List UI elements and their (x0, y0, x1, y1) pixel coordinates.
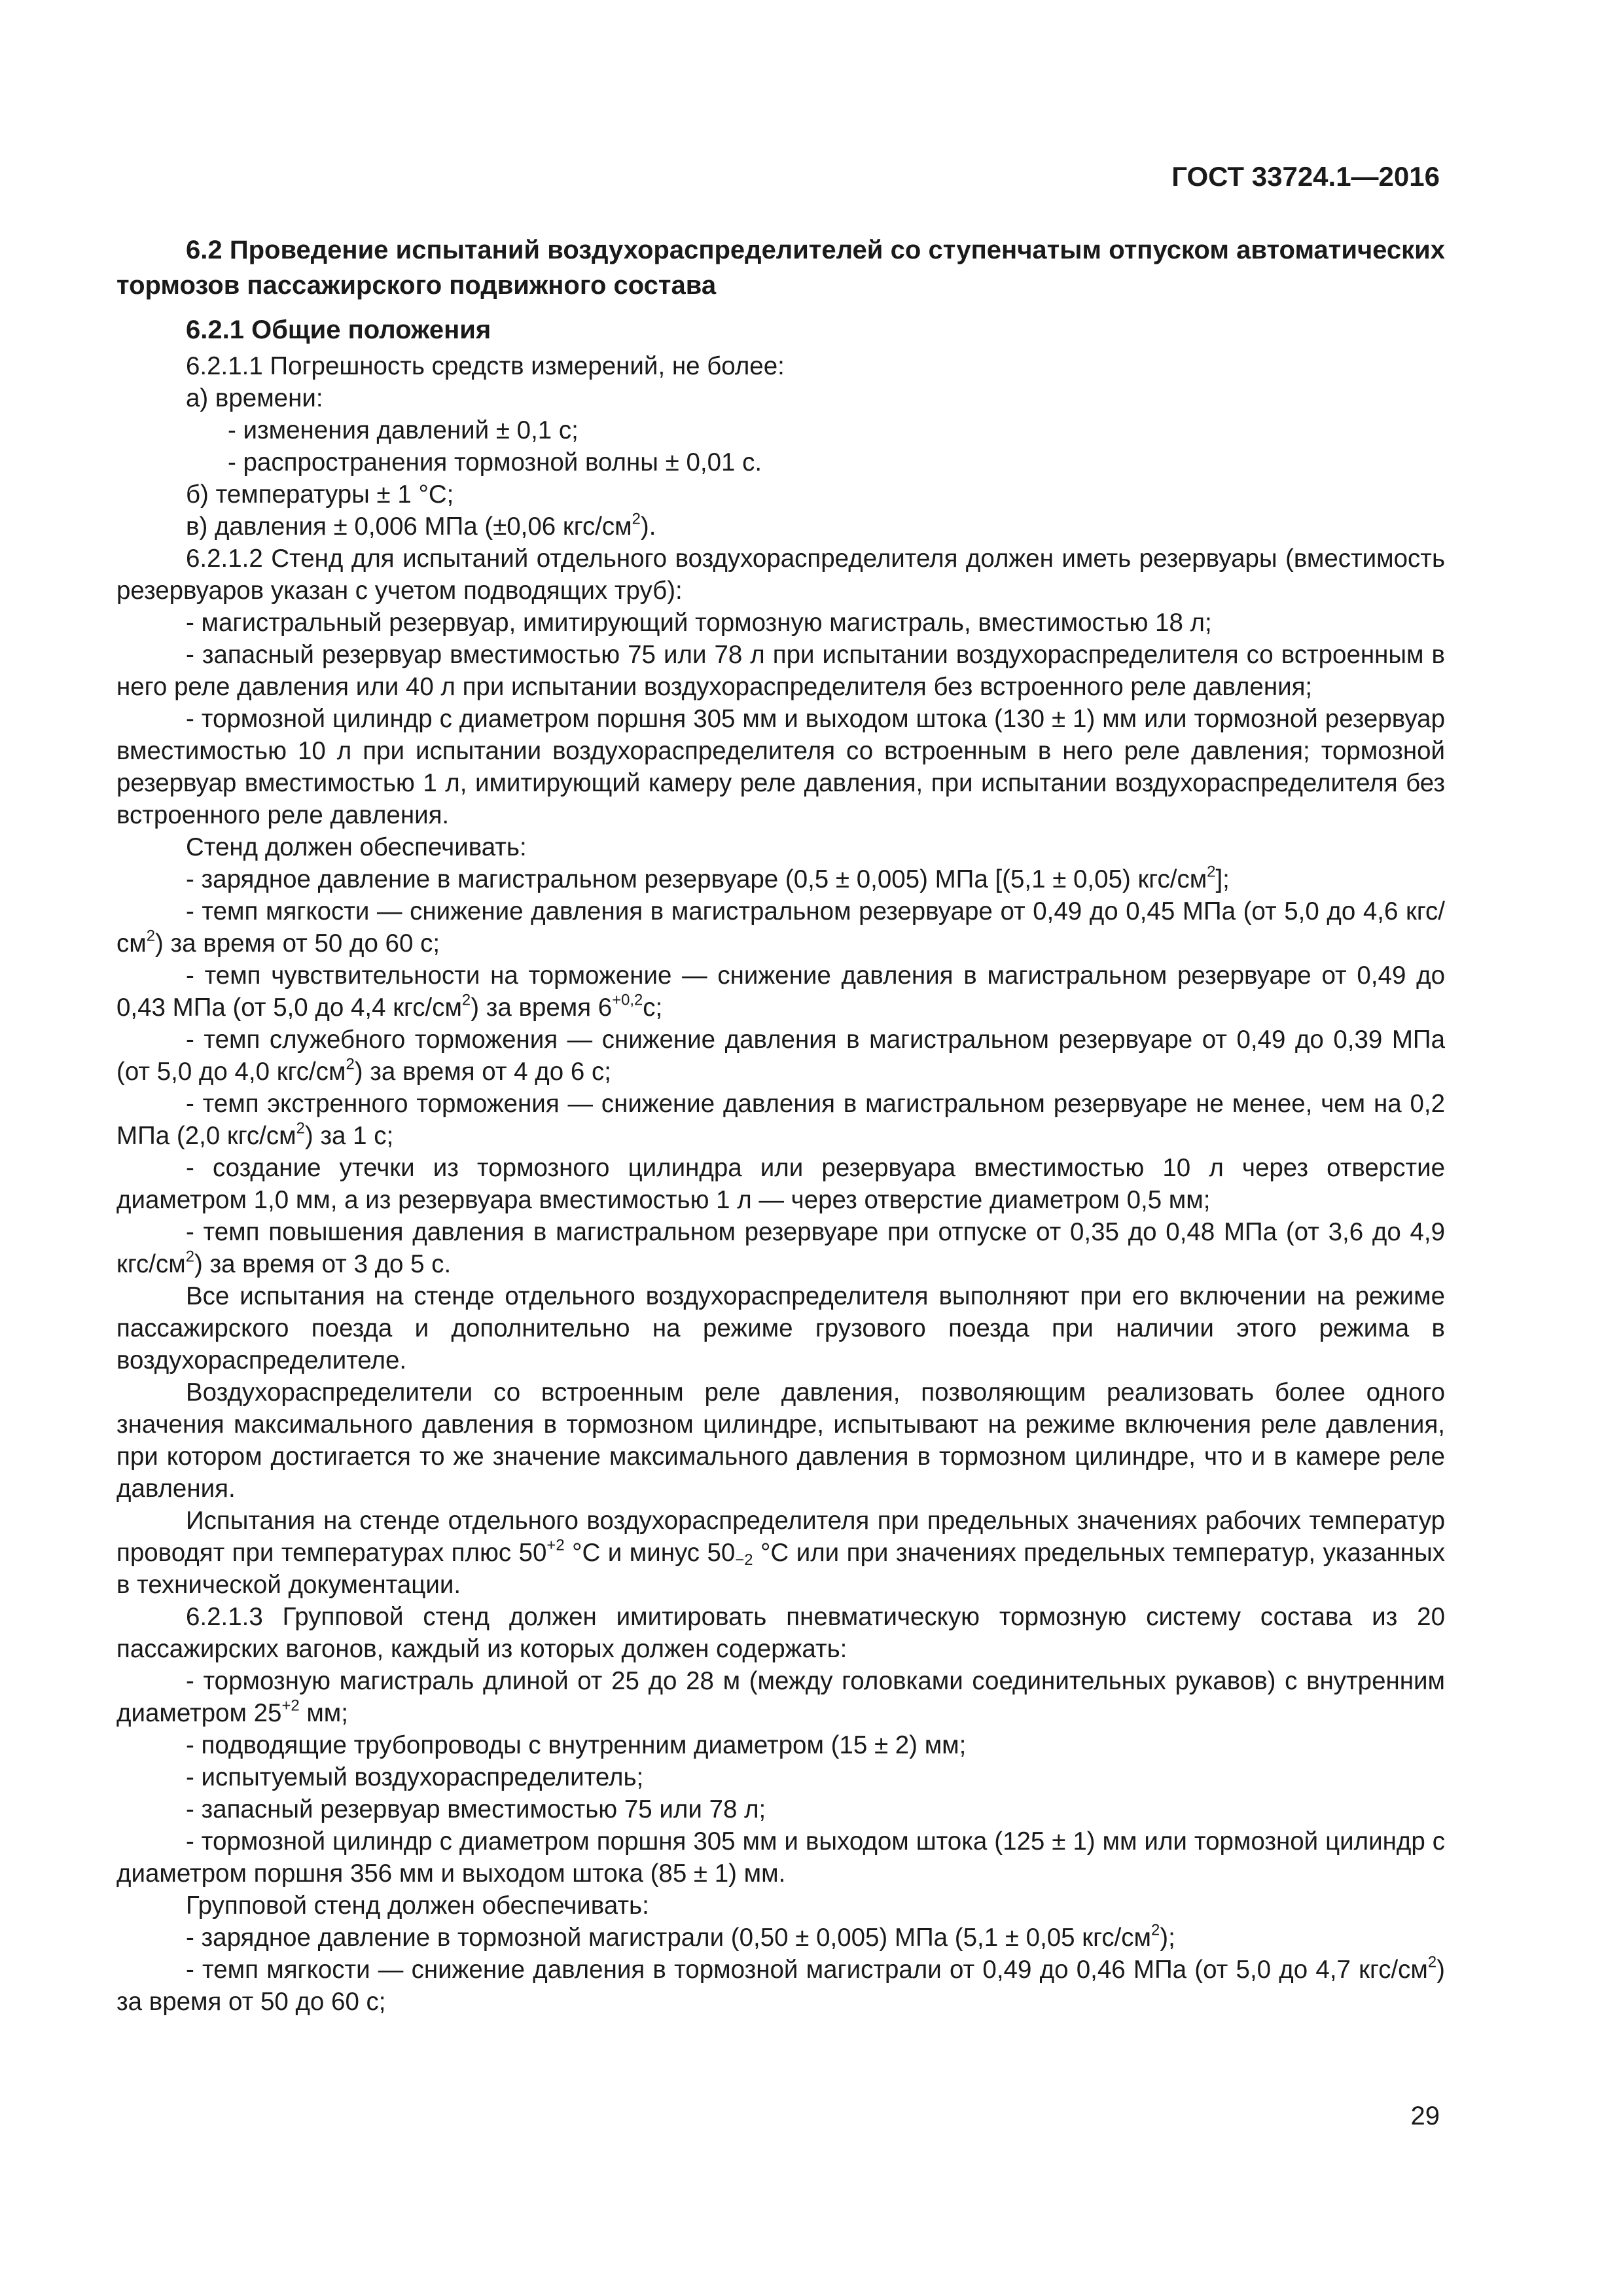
page-body (116, 232, 1445, 2018)
subsection-title: 6.2.1 Общие положения (186, 315, 491, 344)
list-item: - темп экстренного торможения — снижение давления в магистральном резервуаре не менее, чем на 0,2 МПа (2,0 кгс/$см^2$) за 1 с; (116, 1090, 1445, 1150)
section-title: 6.2 Проведение испытаний воздухораспределителей со ступенчатым отпуском автоматических тормозов пассажирского подвижного состава (116, 236, 1445, 300)
list-item: б) температуры ± 1 °С; (186, 480, 454, 509)
paragraph: Воздухораспределители со встроенным реле давления, позволяющим реализовать более одного значения максимального давления в тормозном цилиндре, испытывают на режиме включения реле давления, при котором достигается то же значение максимального давления в тормозном цилиндре, что и в камере реле давления. (116, 1378, 1445, 1503)
list-item: - тормозной цилиндр с диаметром поршня 305 мм и выходом штока (130 ± 1) мм или тормозной резервуар вместимостью 10 л при испытании воздухораспределителя со встроенным в него реле давления; тормозной резервуар вместимостью 1 л, имитирующий камеру реле давления, при испытании воздухораспределителя без встроенного реле давления. (116, 705, 1445, 829)
paragraph: Групповой стенд должен обеспечивать: (186, 1892, 649, 1920)
document-header: ГОСТ 33724.1—2016 (1171, 161, 1440, 192)
list-item: - темп мягкости — снижение давления в магистральном резервуаре от 0,49 до 0,45 МПа (от 5,0 до 4,6 кгс/$см^2$) за время от 50 до 60 с; (116, 897, 1445, 958)
list-item: - тормозную магистраль длиной от 25 до 28 м (между головками соединительных рукавов) с внутренним диаметром $25^{+2}$ мм; (116, 1667, 1445, 1727)
list-item: в) давления ± 0,006 МПа (±0,06 кгс/$см^2$). (186, 510, 656, 541)
list-item: - испытуемый воздухораспределитель; (186, 1763, 644, 1791)
list-item: - темп служебного торможения — снижение давления в магистральном резервуаре от 0,49 до 0,39 МПа (от 5,0 до 4,0 кгс/$см^2$) за время от 4 до 6 с; (116, 1026, 1445, 1086)
list-item: - темп чувствительности на торможение — снижение давления в магистральном резервуаре от 0,49 до 0,43 МПа (от 5,0 до 4,4 кгс/$см^2$) за время $6^{+0,2}с$; (116, 961, 1445, 1022)
paragraph: 6.2.1.2 Стенд для испытаний отдельного воздухораспределителя должен иметь резервуары (вместимость резервуаров указан с учетом подводящих труб): (116, 545, 1445, 605)
list-item: - запасный резервуар вместимостью 75 или 78 л при испытании воздухораспределителя со встроенным в него реле давления или 40 л при испытании воздухораспределителя без встроенного реле давления; (116, 641, 1445, 701)
list-item: - изменения давлений ± 0,1 с; (228, 416, 579, 444)
list-item: а) времени: (186, 384, 323, 412)
list-item: - темп мягкости — снижение давления в тормозной магистрали от 0,49 до 0,46 МПа (от 5,0 до 4,7 кгс/$см^2$) за время от 50 до 60 с; (116, 1953, 1445, 2016)
paragraph: Испытания на стенде отдельного воздухораспределителя при предельных значениях рабочих температур проводят при температурах плюс $50^{+2}$ °С и минус $50_{-2}$ °С или при значениях предельных температур, указанных в технической документации. (116, 1507, 1445, 1599)
list-item: - тормозной цилиндр с диаметром поршня 305 мм и выходом штока (125 ± 1) мм или тормозной цилиндр с диаметром поршня 356 мм и выходом штока (85 ± 1) мм. (116, 1827, 1445, 1888)
paragraph: 6.2.1.1 Погрешность средств измерений, не более: (186, 352, 785, 380)
paragraph: 6.2.1.3 Групповой стенд должен имитировать пневматическую тормозную систему состава из 20 пассажирских вагонов, каждый из которых должен содержать: (116, 1603, 1445, 1663)
list-item: - подводящие трубопроводы с внутренним диаметром (15 ± 2) мм; (186, 1731, 967, 1759)
list-item: - магистральный резервуар, имитирующий тормозную магистраль, вместимостью 18 л; (186, 609, 1212, 637)
paragraph: Все испытания на стенде отдельного воздухораспределителя выполняют при его включении на режиме пассажирского поезда и дополнительно на режиме грузового поезда при наличии этого режима в воздухораспределителе. (116, 1282, 1445, 1374)
list-item: - создание утечки из тормозного цилиндра или резервуара вместимостью 10 л через отверстие диаметром 1,0 мм, а из резервуара вместимостью 1 л — через отверстие диаметром 0,5 мм; (116, 1154, 1445, 1214)
list-item: - запасный резервуар вместимостью 75 или 78 л; (186, 1795, 766, 1823)
paragraph: Стенд должен обеспечивать: (186, 833, 527, 861)
list-item: - зарядное давление в магистральном резервуаре (0,5 ± 0,005) МПа [(5,1 ± 0,05) кгс/$см^2$]; (186, 863, 1230, 893)
list-item: - распространения тормозной волны ± 0,01 с. (228, 448, 762, 476)
list-item: - темп повышения давления в магистральном резервуаре при отпуске от 0,35 до 0,48 МПа (от 3,6 до 4,9 кгс/$см^2$) за время от 3 до 5 с. (116, 1218, 1445, 1278)
page-number: 29 (1410, 2102, 1440, 2130)
list-item: - зарядное давление в тормозной магистрали (0,50 ± 0,005) МПа (5,1 ± 0,05 кгс/$см^2$); (186, 1921, 1175, 1952)
